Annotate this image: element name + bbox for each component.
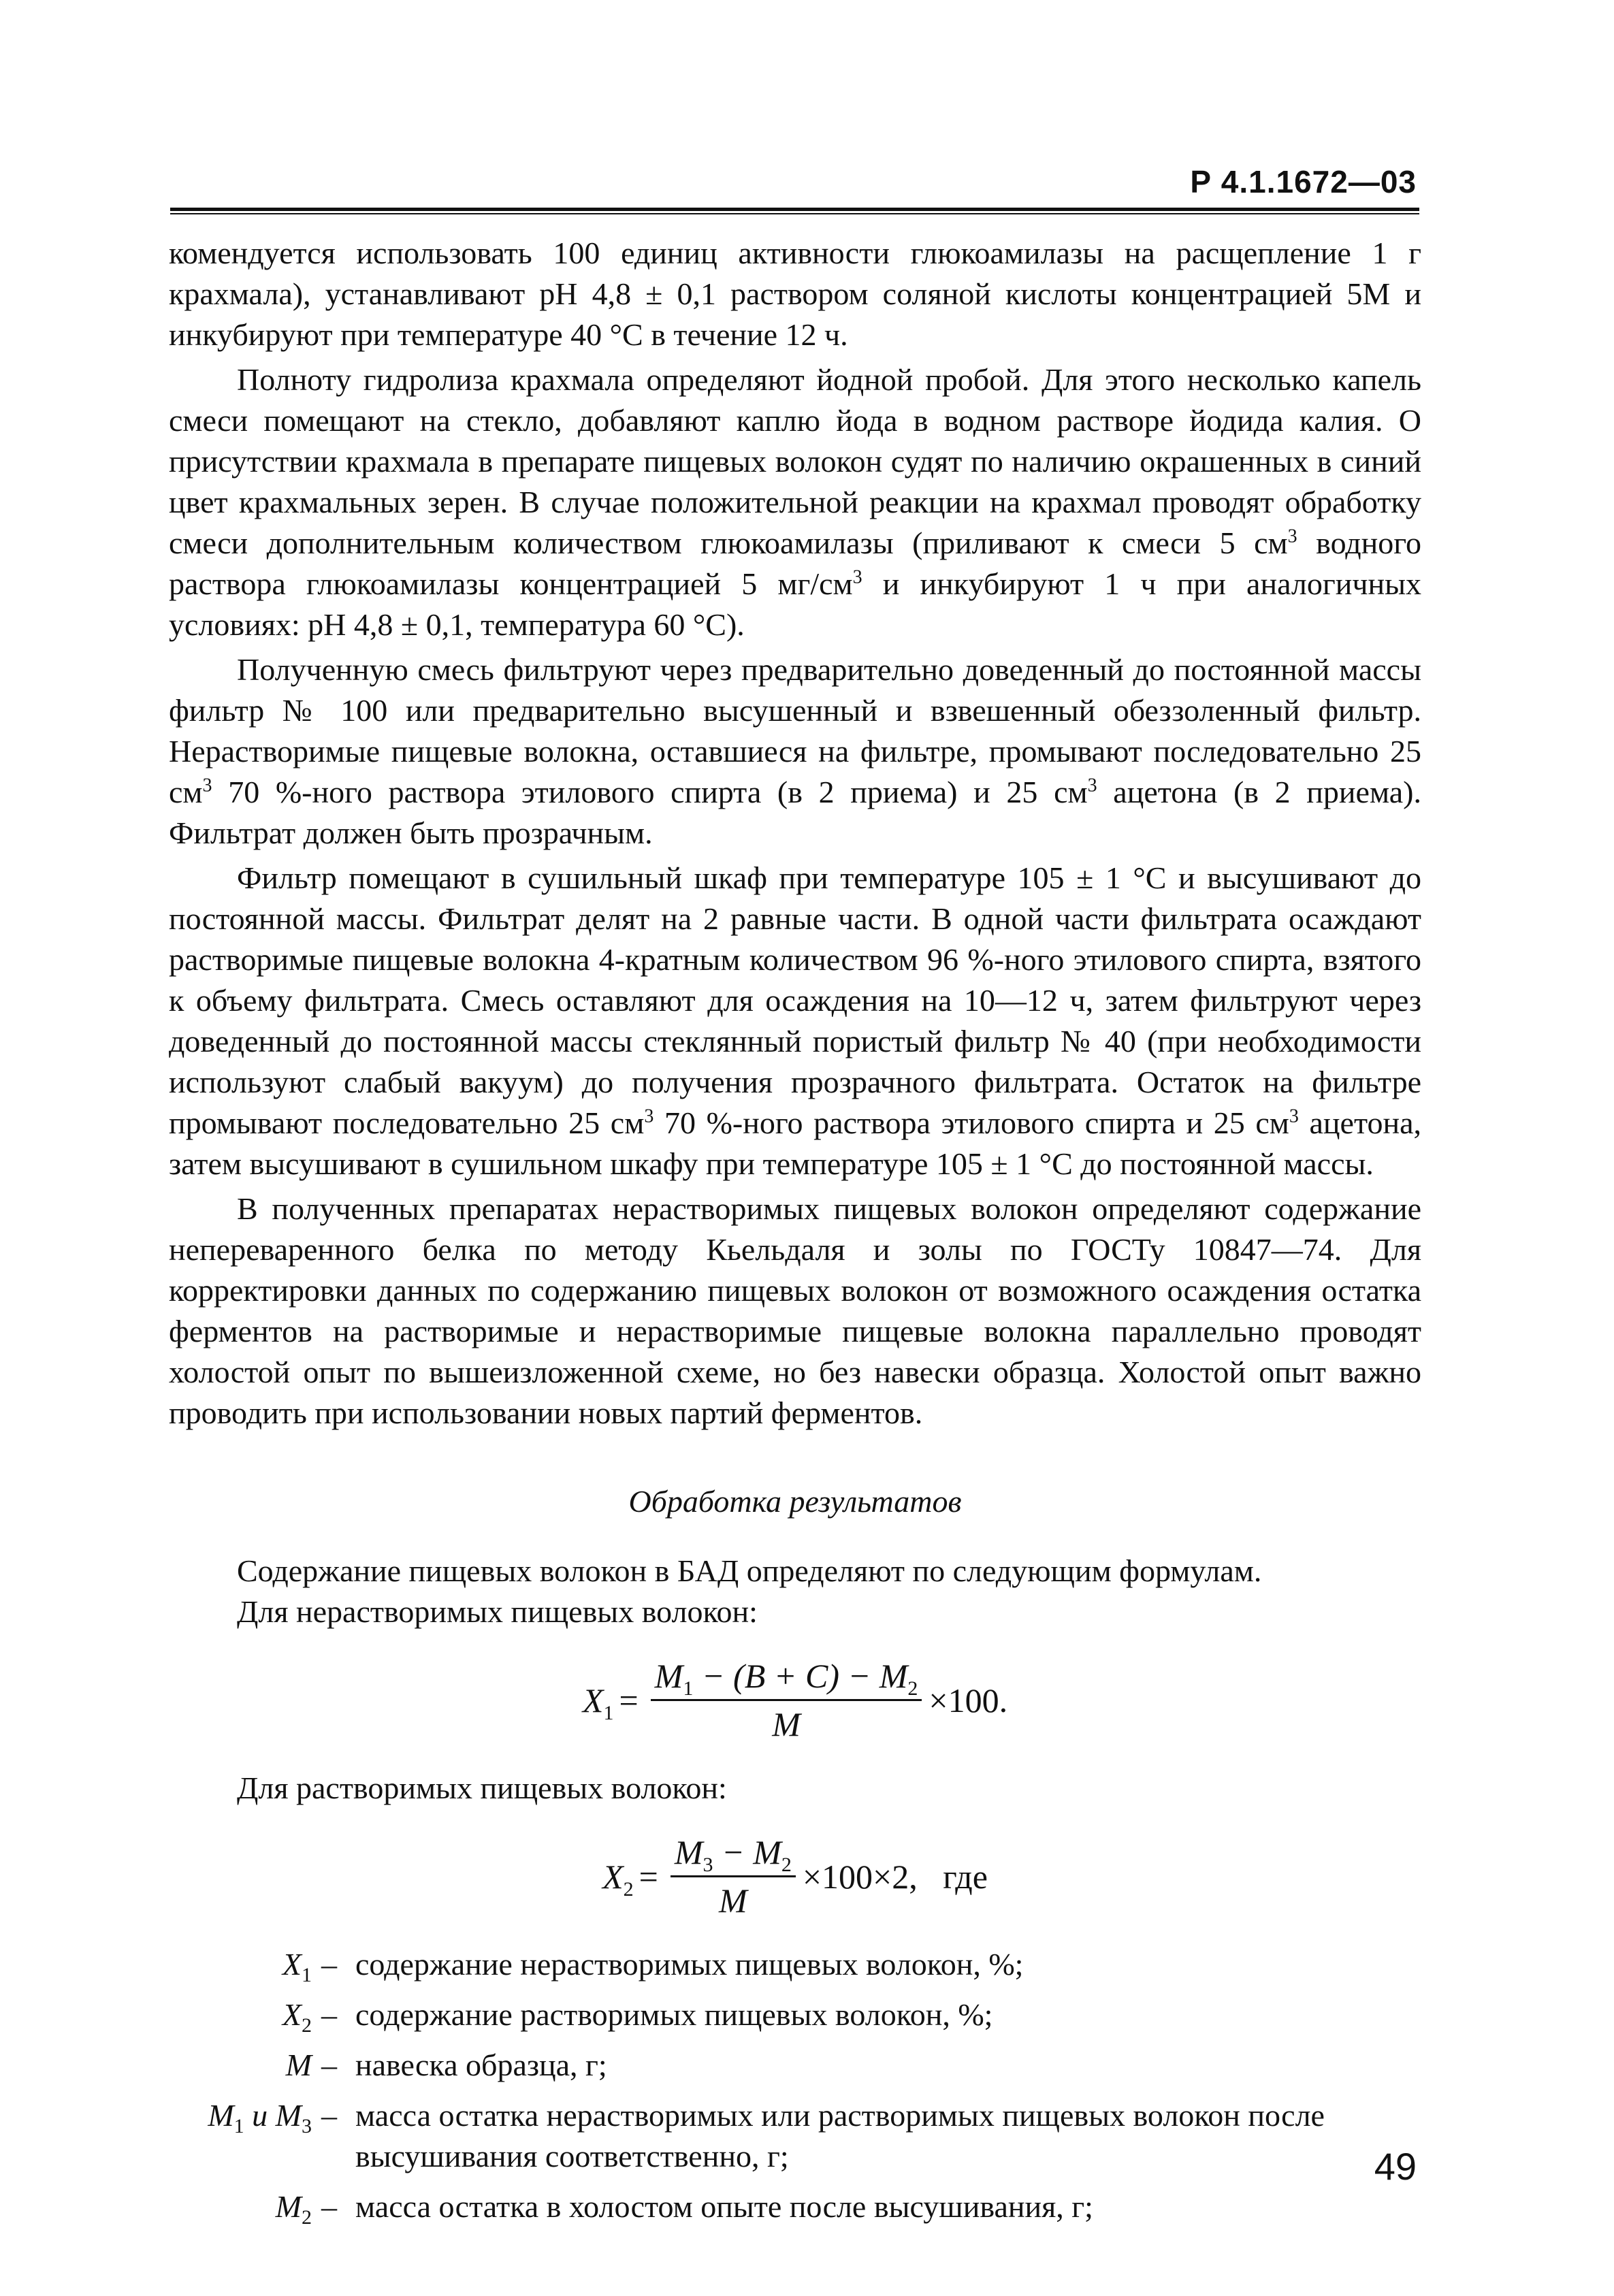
soluble-label: Для растворимых пищевых волокон:: [237, 1770, 727, 1805]
document-code: Р 4.1.1672—03: [1190, 164, 1417, 199]
formula-insoluble: $X_1$ = $\frac{M_1 - (B + C) - M_2}{M}$ ×100.: [582, 1657, 1008, 1743]
fraction-soluble: $\frac{M_3 - M_2}{M}$: [671, 1832, 796, 1921]
definition-m: M – навеска образца, г;: [285, 2048, 607, 2082]
paragraph-2: Полноту гидролиза крахмала определяют йодной пробой. Для этого несколько капель смеси помещают на стекло, добавляют каплю йода в водном растворе йодида калия. О присутствии крахмала в препарате пищевых волокон судят по наличию окрашенных в синий цвет крахмальных зерен. В случае положительной реакции на крахмал проводят обработку смеси дополнительным количеством глюкоамилазы (приливают к смеси 5 $см^3$ водного раствора глюкоамилазы концентрацией 5 $мг/см^3$ и инкубируют 1 ч при аналогичных условиях: pH 4,8 ± 0,1, температура 60 °С).: [169, 362, 1422, 642]
formula-soluble: $X_2$ = $\frac{M_3 - M_2}{M}$ ×100×2 , где: [602, 1833, 988, 1920]
section-intro: Содержание пищевых волокон в БАД определяют по следующим формулам.: [237, 1553, 1262, 1588]
document-body: [169, 233, 1421, 2227]
variable-definitions: [169, 1944, 1421, 2227]
page-number: 49: [1374, 2145, 1417, 2188]
definition-m2: $M_2$ – масса остатка в холостом опыте после высушивания, г;: [275, 2189, 1093, 2229]
section-title: Обработка результатов: [628, 1484, 962, 1519]
paragraph-3: Полученную смесь фильтруют через предварительно доведенный до постоянной массы фильтр № 100 или предварительно высушенный и взвешенный обеззоленный фильтр. Нерастворимые пищевые волокна, оставшиеся на фильтре, промывают последовательно 25 $см^3$ 70 %-ного раствора этилового спирта (в 2 приема) и 25 $см^3$ ацетона (в 2 приема). Фильтрат должен быть прозрачным.: [169, 652, 1421, 850]
paragraph-5: В полученных препаратах нерастворимых пищевых волокон определяют содержание непереваренного белка по методу Кьельдаля и золы по ГОСТу 10847—74. Для корректировки данных по содержанию пищевых волокон от возможного осаждения остатка ферментов на растворимые и нерастворимые пищевые волокна параллельно проводят холостой опыт по вышеизложенной схеме, но без навески образца. Холостой опыт важно проводить при использовании новых партий ферментов.: [169, 1191, 1421, 1430]
header-rule: [170, 208, 1419, 214]
definition-x2: $X_2$ – содержание растворимых пищевых волокон, %;: [282, 1997, 993, 2037]
insoluble-label: Для нерастворимых пищевых волокон:: [237, 1594, 758, 1629]
paragraph-4: Фильтр помещают в сушильный шкаф при температуре 105 ± 1 °С и высушивают до постоянной массы. Фильтрат делят на 2 равные части. В одной части фильтрата осаждают растворимые пищевые волокна 4-кратным количеством 96 %-ного этилового спирта, взятого к объему фильтрата. Смесь оставляют для осаждения на 10—12 ч, затем фильтруют через доведенный до постоянной массы стеклянный пористый фильтр № 40 (при необходимости используют слабый вакуум) до получения прозрачного фильтрата. Остаток на фильтре промывают последовательно 25 $см^3$ 70 %-ного раствора этилового спирта и 25 $см^3$ ацетона, затем высушивают в сушильном шкафу при температуре 105 ± 1 °С до постоянной массы.: [169, 860, 1421, 1181]
fraction-insoluble: $\frac{M_1 - (B + C) - M_2}{M}$: [651, 1655, 922, 1745]
paragraph-1: комендуется использовать 100 единиц активности глюкоамилазы на расщепление 1 г крахмала), устанавливают pH 4,8 ± 0,1 раствором соляной кислоты концентрацией 5М и инкубируют при температуре 40 °С в течение 12 ч.: [169, 236, 1421, 352]
definition-m1-m3: $M_1$ и $M_3$ – масса остатка нерастворимых или растворимых пищевых волокон после высушивания соответственно, г;: [208, 2098, 1325, 2173]
definition-x1: $X_1$ – содержание нерастворимых пищевых волокон, %;: [282, 1947, 1024, 1987]
